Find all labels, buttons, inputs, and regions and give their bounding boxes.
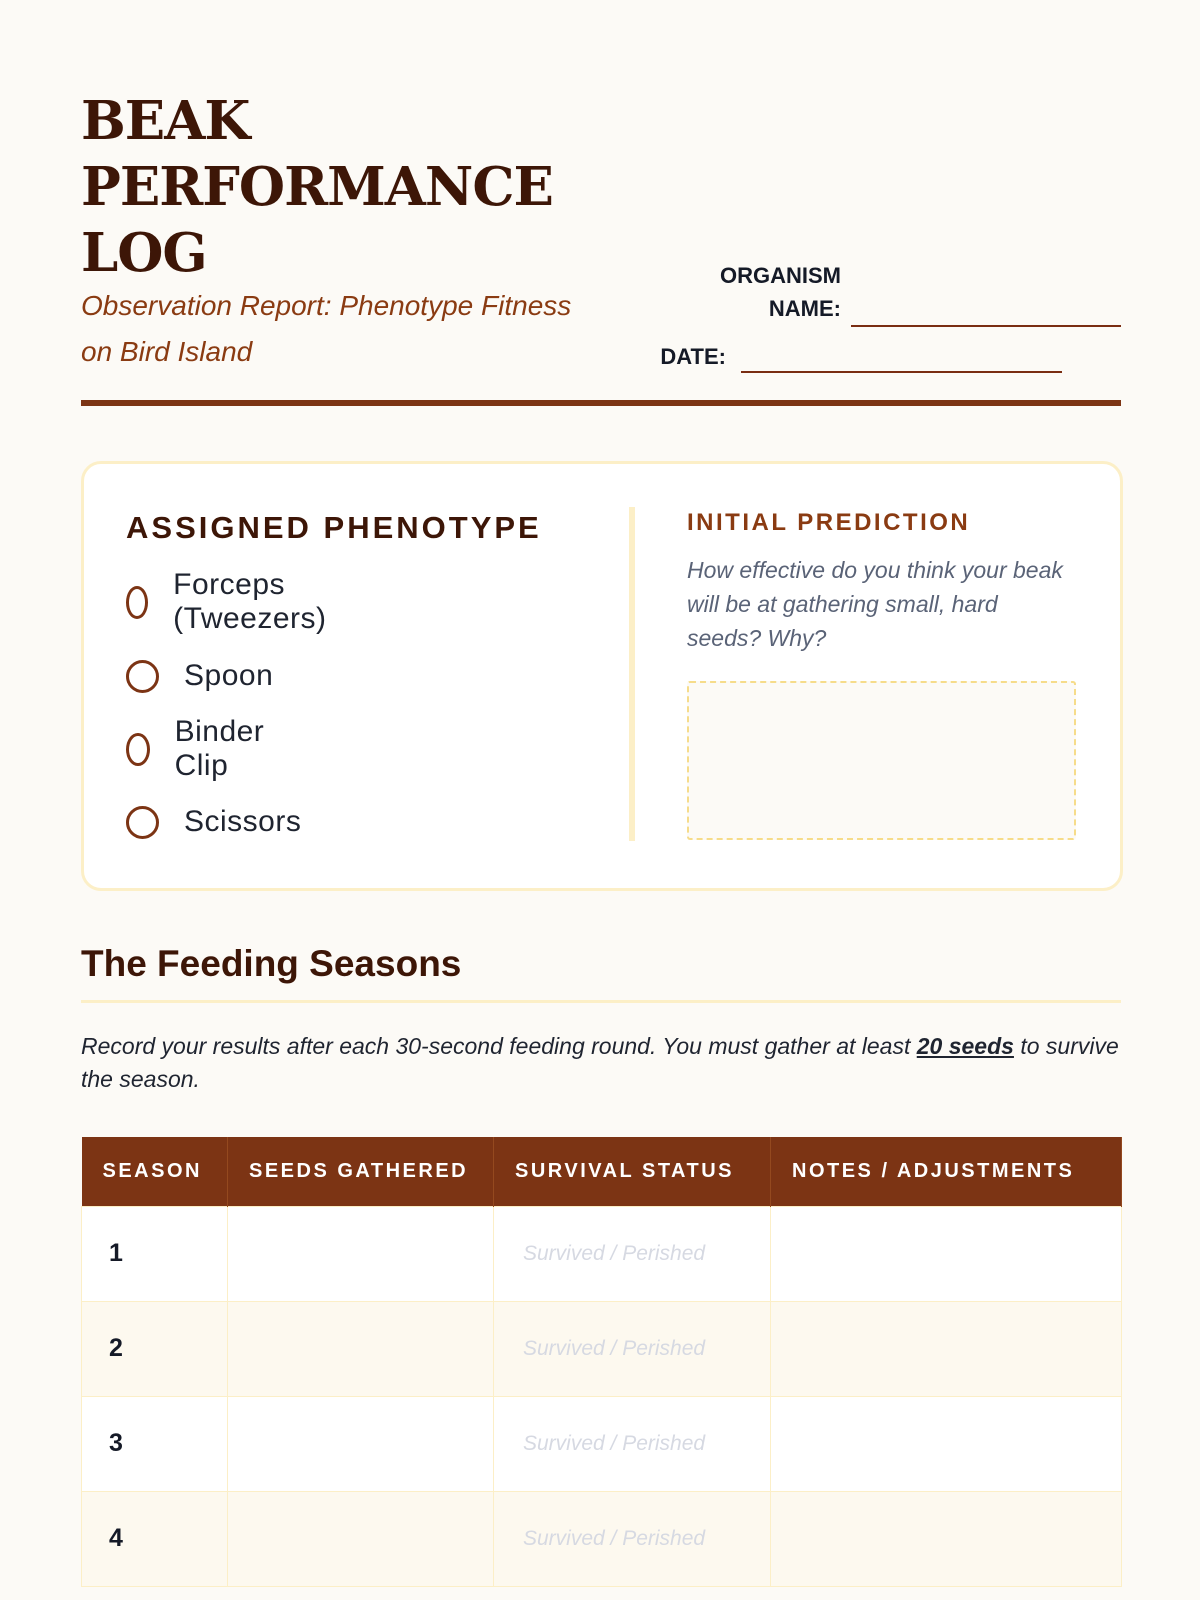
organism-name-field[interactable] bbox=[851, 325, 1121, 327]
subtitle-line: on Bird Island bbox=[81, 336, 253, 367]
status-cell[interactable]: Survived / Perished bbox=[494, 1206, 771, 1301]
radio-button[interactable] bbox=[126, 586, 148, 619]
status-cell[interactable]: Survived / Perished bbox=[494, 1396, 771, 1491]
instructions bbox=[81, 1030, 1126, 1096]
instruction-text: to survive the season. bbox=[81, 1033, 1119, 1092]
title-line: PERFORMANCE bbox=[81, 156, 553, 218]
notes-cell[interactable] bbox=[771, 1301, 1122, 1396]
phenotype-card bbox=[81, 461, 1123, 891]
organism-label-line: ORGANISM bbox=[720, 263, 841, 288]
option-label: Forceps (Tweezers) bbox=[173, 568, 327, 635]
date-field[interactable] bbox=[741, 371, 1062, 373]
radio-button[interactable] bbox=[126, 660, 159, 693]
initial-prediction-heading: INITIAL PREDICTION bbox=[687, 509, 971, 536]
page-title bbox=[81, 88, 641, 286]
seed-threshold: 20 seeds bbox=[916, 1033, 1014, 1059]
option-label: Spoon bbox=[184, 659, 274, 692]
assigned-phenotype-heading: ASSIGNED PHENOTYPE bbox=[126, 510, 542, 545]
column-header: SEASON bbox=[82, 1137, 228, 1206]
prediction-answer-box[interactable] bbox=[687, 681, 1076, 840]
table-row bbox=[82, 1206, 1122, 1301]
seeds-cell[interactable] bbox=[228, 1396, 494, 1491]
notes-cell[interactable] bbox=[771, 1491, 1122, 1586]
phenotype-option[interactable] bbox=[126, 656, 273, 696]
seeds-cell[interactable] bbox=[228, 1491, 494, 1586]
title-line: LOG bbox=[81, 222, 207, 284]
option-label: Binder Clip bbox=[174, 715, 265, 782]
phenotype-option[interactable] bbox=[126, 802, 301, 842]
table-row bbox=[82, 1396, 1122, 1491]
season-cell: 3 bbox=[82, 1396, 228, 1491]
column-header: NOTES / ADJUSTMENTS bbox=[771, 1137, 1122, 1206]
radio-button[interactable] bbox=[126, 733, 150, 766]
seeds-cell[interactable] bbox=[228, 1301, 494, 1396]
season-cell: 4 bbox=[82, 1491, 228, 1586]
title-line: BEAK bbox=[81, 90, 250, 152]
status-cell[interactable]: Survived / Perished bbox=[494, 1491, 771, 1586]
table-row bbox=[82, 1491, 1122, 1586]
date-label: DATE: bbox=[660, 344, 726, 369]
column-header: SURVIVAL STATUS bbox=[494, 1137, 771, 1206]
prediction-question: How effective do you think your beak will be at gathering small, hard seeds? Why? bbox=[687, 557, 1063, 651]
phenotype-option[interactable] bbox=[126, 715, 274, 782]
season-cell: 2 bbox=[82, 1301, 228, 1396]
organism-label-line: NAME: bbox=[768, 296, 841, 321]
header-divider bbox=[81, 400, 1121, 406]
seeds-cell[interactable] bbox=[228, 1206, 494, 1301]
page-subtitle bbox=[81, 283, 661, 375]
season-cell: 1 bbox=[82, 1206, 228, 1301]
organism-name-label bbox=[681, 259, 841, 325]
status-cell[interactable]: Survived / Perished bbox=[494, 1301, 771, 1396]
notes-cell[interactable] bbox=[771, 1396, 1122, 1491]
section-divider bbox=[81, 1000, 1121, 1003]
feeding-seasons-table bbox=[81, 1137, 1122, 1587]
option-label: Scissors bbox=[184, 805, 302, 838]
subtitle-line: Observation Report: Phenotype Fitness bbox=[81, 290, 572, 321]
card-divider bbox=[629, 507, 635, 841]
phenotype-option[interactable] bbox=[126, 568, 337, 635]
table-row bbox=[82, 1301, 1122, 1396]
column-header: SEEDS GATHERED bbox=[228, 1137, 494, 1206]
instruction-text: Record your results after each 30-second feeding round. You must gather at least bbox=[81, 1033, 917, 1059]
section-title: The Feeding Seasons bbox=[81, 943, 462, 984]
notes-cell[interactable] bbox=[771, 1206, 1122, 1301]
radio-button[interactable] bbox=[126, 806, 159, 839]
table-header-row bbox=[82, 1137, 1122, 1206]
